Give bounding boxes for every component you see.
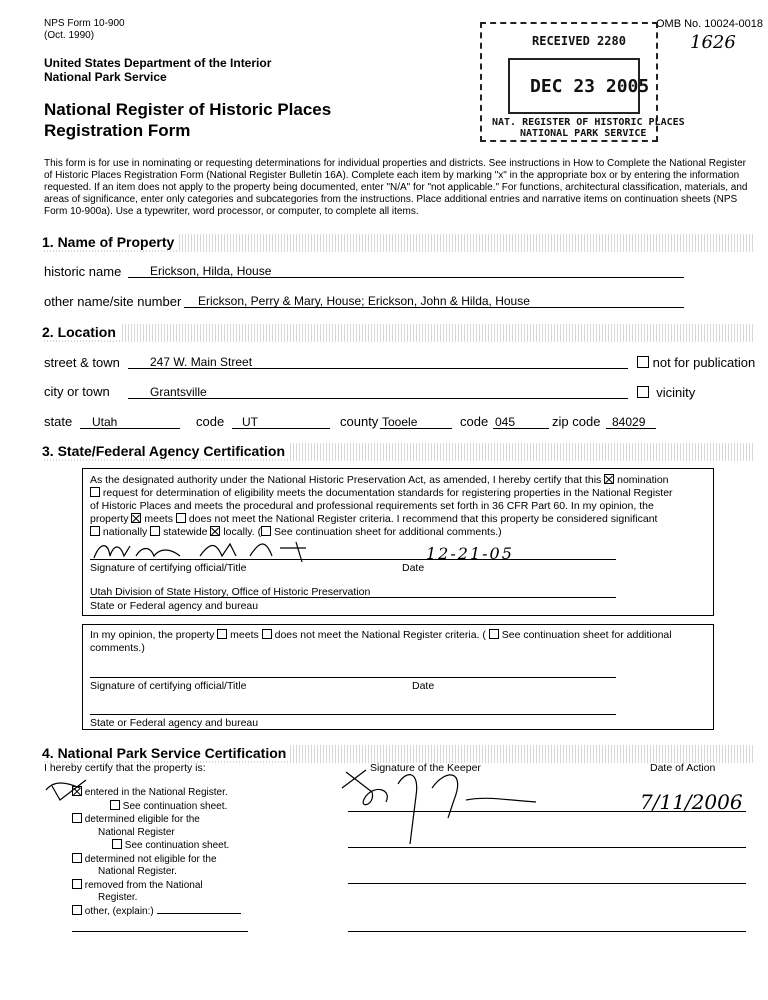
handwritten-number: 1626 (690, 32, 736, 53)
other-checkbox[interactable] (72, 905, 82, 915)
instructions: This form is for use in nominating or requesting determinations for individual properties and districts. See instructions in How to Complete the National Register of Historic Places Registration Form (National Register Bulletin 16A). Complete each item by marking "x" in the appropriate box or by entering the information requested. If an item does not apply to the property being documented, enter "N/A" for "not applicable." For functions, architectural classification, materials, and areas of significance, enter only categories and subcategories from the instructions. Place additional entries and narrative items on continuation sheets (NPS Form 10-900a). Use a typewriter, word processor, or computer, to complete all items. (44, 158, 748, 217)
signature-label-1: Signature of certifying official/Title (90, 562, 247, 574)
section-2-heading: 2. Location (42, 324, 754, 342)
date-label-1: Date (402, 562, 425, 574)
keeper-line-4[interactable] (348, 931, 746, 932)
county-code-label: code (460, 414, 489, 429)
keeper-signature (336, 766, 546, 846)
eligibility-checkbox[interactable] (90, 487, 100, 497)
vicinity: vicinity (637, 385, 695, 400)
not-for-publication-checkbox[interactable] (637, 356, 649, 368)
street-label: street & town (44, 355, 120, 370)
see-continuation-checkbox[interactable] (261, 526, 271, 536)
form-title: National Register of Historic Places (44, 100, 332, 119)
statewide-checkbox[interactable] (150, 526, 160, 536)
state-label: state (44, 414, 73, 429)
opinion-see-continuation-checkbox[interactable] (489, 629, 499, 639)
county-label: county (340, 414, 379, 429)
signed-date: 12-21-05 (426, 544, 514, 563)
locally-checkbox[interactable] (210, 526, 220, 536)
nps-intro: I hereby certify that the property is: (44, 762, 206, 774)
keeper-line-2[interactable] (348, 847, 746, 848)
form-subtitle: Registration Form (44, 121, 191, 140)
certification-text: As the designated authority under the National Historic Preservation Act, as amended, I hereby certify that this nomination request for determination of eligibility meets the documentation standards for registering properties in the National Register of Historic Places and meets the procedural and professional requirements set forth in 36 CFR Part 60. In my opinion, the property meets does not meet the National Register criteria. I recommend that this property be considered significant nationally statewide locally. ( See continuation sheet for additional comments.) (90, 474, 673, 538)
state-code-label: code (196, 414, 225, 429)
nps-options: entered in the National Register. See continuation sheet. determined eligible for the National Register See continuation sheet. determined not eligible for the National Register. removed from the National Register. other, (explain:) (72, 786, 241, 918)
state-code-value: UT (242, 415, 258, 429)
other-explain-line[interactable] (157, 913, 241, 914)
omb-number: OMB No. 10024-0018 (656, 18, 764, 30)
action-date-label: Date of Action (650, 762, 716, 774)
stamp-date: DEC 23 2005 (530, 76, 650, 97)
action-date: 7/11/2006 (640, 790, 743, 814)
keeper-label: Signature of the Keeper (370, 762, 481, 774)
historic-name-label: historic name (44, 264, 122, 279)
signature-line-2[interactable] (90, 677, 616, 678)
city-label: city or town (44, 384, 110, 399)
opinion-does-not-meet-checkbox[interactable] (262, 629, 272, 639)
stamp-received: RECEIVED 2280 (532, 34, 626, 48)
not-for-publication: not for publication (637, 355, 755, 370)
county-code-value: 045 (495, 415, 516, 429)
form-date: (Oct. 1990) (44, 30, 95, 41)
other-name-value: Erickson, Perry & Mary, House; Erickson, John & Hilda, House (198, 294, 530, 308)
vicinity-checkbox[interactable] (637, 386, 649, 398)
agency-label-1: State or Federal agency and bureau (90, 600, 259, 612)
keeper-line-3[interactable] (348, 883, 746, 884)
city-value: Grantsville (150, 385, 207, 399)
date-label-2: Date (412, 680, 435, 692)
opinion-meets-checkbox[interactable] (217, 629, 227, 639)
nationally-checkbox[interactable] (90, 526, 100, 536)
signature-line-1[interactable] (90, 559, 616, 560)
agency-line-2[interactable] (90, 714, 616, 715)
not-eligible-checkbox[interactable] (72, 853, 82, 863)
certifying-official-signature (90, 538, 350, 564)
agency-label-2: State or Federal agency and bureau (90, 717, 259, 729)
form-number: NPS Form 10-900 (44, 18, 125, 29)
stamp-line2: NATIONAL PARK SERVICE (520, 128, 647, 139)
section-3-heading: 3. State/Federal Agency Certification (42, 443, 754, 461)
other-name-label: other name/site number (44, 294, 182, 309)
opinion-text: In my opinion, the property meets does not meet the National Register criteria. ( See continuation sheet for additional comments.) (90, 629, 672, 654)
see-continuation-1-checkbox[interactable] (110, 800, 120, 810)
entered-checkmark (40, 778, 90, 804)
county-value: Tooele (382, 415, 418, 429)
does-not-meet-checkbox[interactable] (176, 513, 186, 523)
street-value: 247 W. Main Street (150, 355, 253, 369)
agency-value: Utah Division of State History, Office of Historic Preservation (90, 586, 371, 598)
state-value: Utah (92, 415, 118, 429)
section-4-heading: 4. National Park Service Certification (42, 745, 754, 763)
department: United States Department of the Interior (44, 56, 272, 70)
nomination-checkbox[interactable] (604, 474, 614, 484)
agency-line-1[interactable] (90, 597, 616, 598)
historic-name-value: Erickson, Hilda, House (150, 264, 272, 278)
keeper-line-1[interactable] (348, 811, 746, 812)
meets-checkbox[interactable] (131, 513, 141, 523)
zip-label: zip code (552, 414, 601, 429)
zip-value: 84029 (612, 415, 646, 429)
agency: National Park Service (44, 70, 167, 84)
section-1-heading: 1. Name of Property (42, 234, 754, 252)
stamp-line1: NAT. REGISTER OF HISTORIC PLACES (492, 117, 685, 128)
removed-checkbox[interactable] (72, 879, 82, 889)
see-continuation-2-checkbox[interactable] (112, 839, 122, 849)
other-explain-line-2[interactable] (72, 931, 248, 932)
signature-label-2: Signature of certifying official/Title (90, 680, 247, 692)
determined-eligible-checkbox[interactable] (72, 813, 82, 823)
